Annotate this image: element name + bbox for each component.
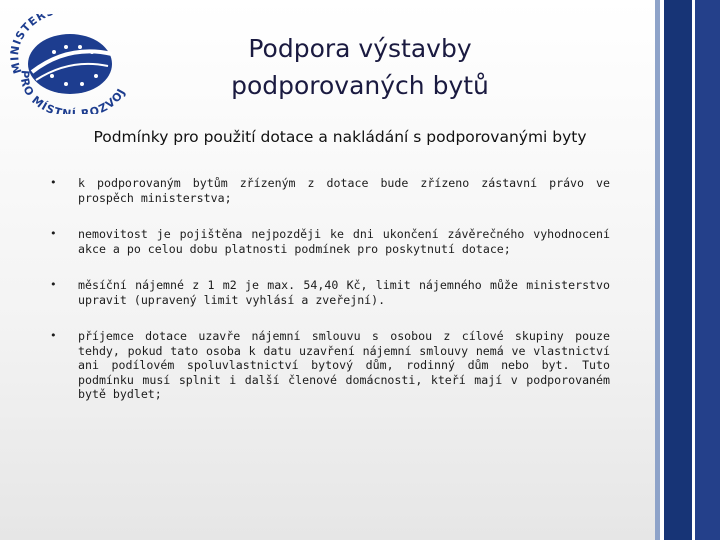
bullet-icon: • xyxy=(50,329,57,342)
list-item xyxy=(50,329,610,402)
page-title: Podpora výstavby podporovaných bytů xyxy=(231,34,489,100)
logo-text-bottom: PRO MÍSTN ROZVOJ xyxy=(17,69,129,114)
list-item-text: měsíční nájemné z 1 m2 je max. 54,40 Kč, limit nájemného může ministerstvo upravit (upravený limit vyhlásí a zveřejní). xyxy=(78,278,610,307)
list-item-text: k podporovaným bytům zřízeným z dotace bude zřízeno zástavní právo ve prospěch ministerstva; xyxy=(78,176,610,205)
list-item xyxy=(50,278,610,307)
sidebar-stripe xyxy=(664,0,692,540)
list-item xyxy=(50,176,610,205)
logo-text-top: MINISTER xyxy=(8,14,49,76)
bullet-icon: • xyxy=(50,278,57,291)
list-item xyxy=(50,227,610,256)
sidebar-stripe xyxy=(695,0,720,540)
decorative-sidebar xyxy=(655,0,720,540)
bullet-icon: • xyxy=(50,176,57,189)
ministry-logo xyxy=(8,14,138,114)
ministry-logo-emblem xyxy=(8,14,138,114)
list-item-text: nemovitost je pojištěna nejpozději ke dni ukončení závěrečného vyhodnocení akce a po celou dobu platnosti podmínek pro poskytnutí dotace; xyxy=(78,227,610,256)
page-subtitle: Podmínky pro použití dotace a nakládání s podporovanými byty xyxy=(93,128,587,146)
bullet-icon: • xyxy=(50,227,57,240)
conditions-list xyxy=(50,176,610,424)
list-item-text: příjemce dotace uzavře nájemní smlouvu s osobou z cílové skupiny pouze tehdy, pokud tato osoba k datu uzavření nájemní smlouvy nemá ve vlastnictví ani podílovém spoluvlastnictví bytový dům, rodinný dům nebo byt. Tuto podmínku musí splnit i další členové domácnosti, kteří mají v podporovaném bytě bydlet; xyxy=(78,329,610,401)
